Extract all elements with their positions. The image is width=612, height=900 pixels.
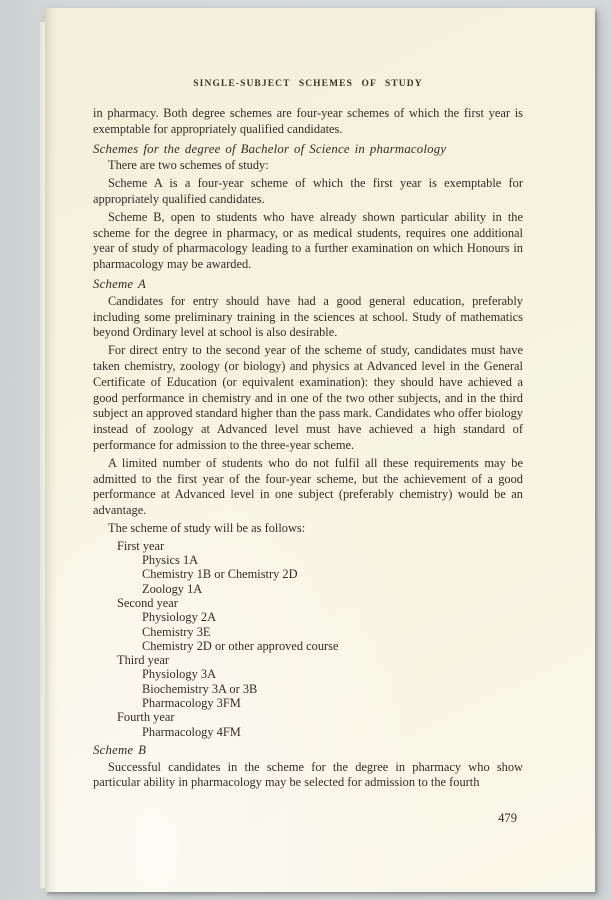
study-scheme-list: [93, 539, 523, 739]
section-heading-schemes: Schemes for the degree of Bachelor of Science in pharmacology: [93, 141, 447, 156]
page-body: [93, 106, 523, 793]
paragraph: Scheme A is a four-year scheme of which the first year is exemptable for appropriately qualified candidates.: [93, 176, 523, 206]
paragraph: Successful candidates in the scheme for the degree in pharmacy who show particular ability in pharmacology may be selected for admission to the fourth: [93, 759, 523, 790]
paragraph: A limited number of students who do not fulfil all these requirements may be admitted to the first year of the four-year scheme, but the achievement of a good performance at Advanced level in one subject (preferably chemistry) would be an advantage.: [93, 455, 523, 518]
study-year-label: Fourth year: [117, 710, 175, 725]
paragraph: There are two schemes of study:: [108, 158, 269, 173]
paragraph: Candidates for entry should have had a good general education, preferably including some preliminary training in the sciences at school. Study of mathematics beyond Ordinary level at school is also desirable.: [93, 293, 523, 340]
study-year-label: Third year: [117, 653, 169, 668]
section-heading-scheme-a: Scheme A: [93, 276, 146, 291]
course-item: Physics 1A: [142, 553, 199, 568]
course-item: Chemistry 2D or other approved course: [142, 638, 339, 653]
course-item: Pharmacology 4FM: [142, 724, 241, 739]
section-heading-scheme-b: Scheme B: [93, 742, 147, 757]
running-head: SINGLE-SUBJECT SCHEMES OF STUDY: [193, 79, 423, 89]
course-item: Zoology 1A: [142, 581, 203, 596]
course-item: Physiology 2A: [142, 610, 217, 625]
paragraph: For direct entry to the second year of the scheme of study, candidates must have taken chemistry, zoology (or biology) and physics at Advanced level in the General Certificate of Education (or equivalent examination): they should have achieved a good performance in chemistry and in one of the two other subjects, and in the third subject an approved standard higher than the pass mark. Candidates who offer biology instead of zoology at Advanced level must have achieved a high standard of performance for admission to the three-year scheme.: [93, 343, 523, 452]
page-number: 479: [498, 811, 517, 825]
study-year-label: First year: [117, 538, 165, 553]
paragraph: Scheme B, open to students who have already shown particular ability in the scheme for the degree in pharmacy, or as medical students, requires one additional year of study of pharmacology leading to a further examination on which Honours in pharmacology may be awarded.: [93, 209, 523, 272]
course-item: Biochemistry 3A or 3B: [142, 681, 258, 696]
paragraph: The scheme of study will be as follows:: [108, 520, 306, 535]
paragraph-continuation: in pharmacy. Both degree schemes are four-year schemes of which the first year is exemptable for appropriately qualified candidates.: [93, 106, 523, 136]
course-item: Physiology 3A: [142, 667, 217, 682]
book-page: [45, 8, 595, 892]
course-item: Chemistry 1B or Chemistry 2D: [142, 567, 298, 582]
course-item: Chemistry 3E: [142, 624, 211, 639]
study-year-label: Second year: [117, 595, 178, 610]
course-item: Pharmacology 3FM: [142, 695, 241, 710]
